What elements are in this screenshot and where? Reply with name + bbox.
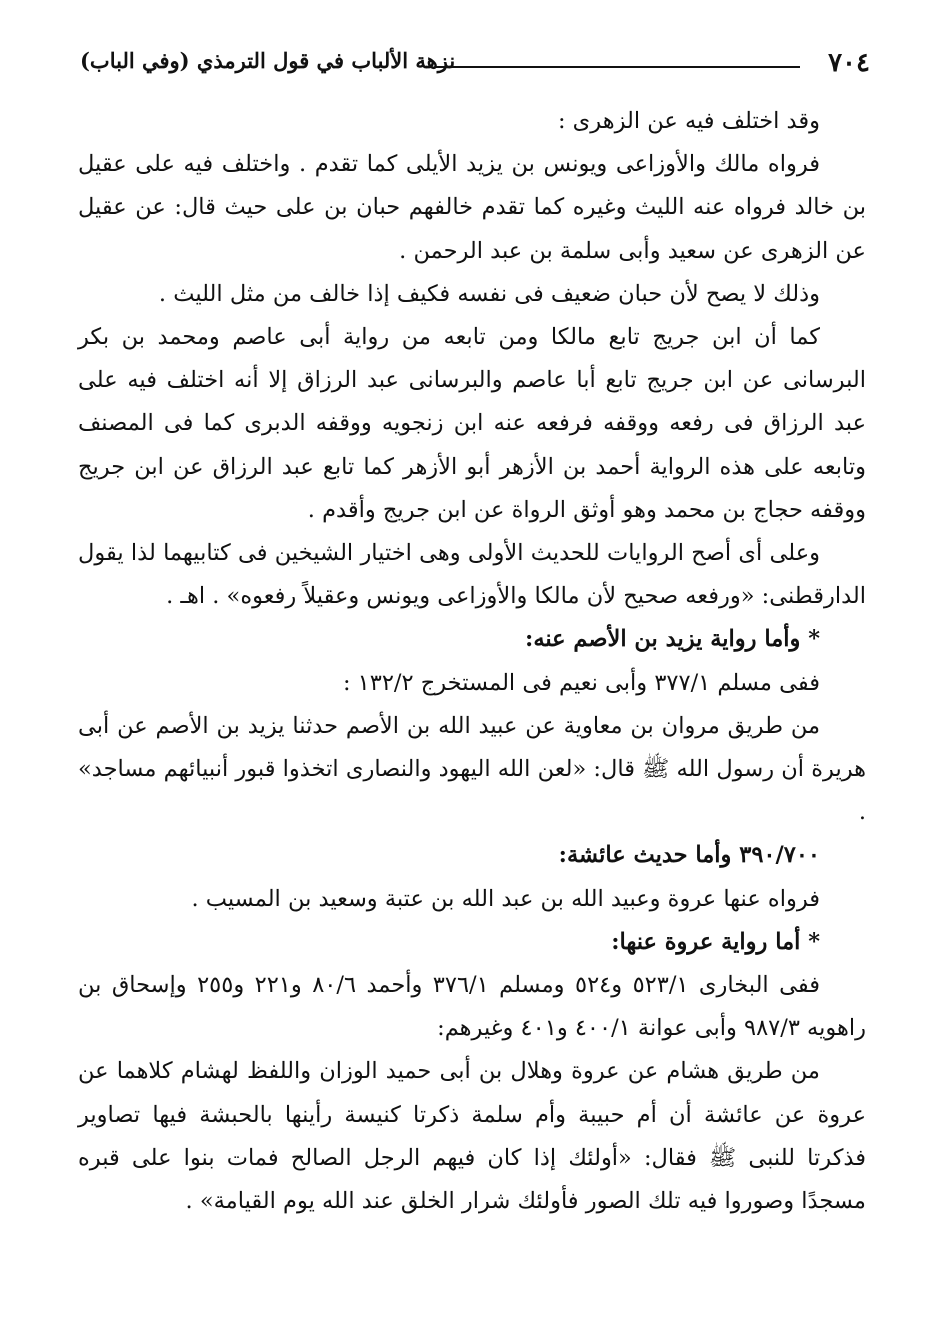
paragraph: فرواه مالك والأوزاعى ويونس بن يزيد الأيلى كما تقدم . واختلف فيه على عقيل بن خالد فرواه عنه الليث وغيره كما تقدم خالفهم حبان بن على حيث قال: عن عقيل عن الزهرى عن سعيد وأبى سلمة بن عبد الرحمن . — [78, 151, 866, 264]
paragraph: ففى البخارى ٥٢٣/١ و٥٢٤ ومسلم ٣٧٦/١ وأحمد ٨٠/٦ و٢٢١ و٢٥٥ وإسحاق بن راهويه ٩٨٧/٣ وأبى عوانة ٤٠٠/١ و٤٠١ وغيرهم: — [78, 972, 866, 1042]
header-rule — [435, 66, 800, 68]
paragraph: فرواه عنها عروة وعبيد الله بن عبد الله بن عتبة وسعيد بن المسيب . — [191, 885, 820, 912]
page-header — [80, 44, 870, 90]
section-heading: * أما رواية عروة عنها: — [611, 928, 820, 955]
section-heading: ٣٩٠/٧٠٠ وأما حديث عائشة: — [558, 842, 820, 869]
paragraph: من طريق هشام عن عروة وهلال بن أبى حميد الوزان واللفظ لهشام كلاهما عن عروة عن عائشة أن أم حبيبة وأم سلمة ذكرتا كنيسة رأينها بالحبشة فيها تصاوير فذكرتا للنبى ﷺ فقال: «أولئك إذا كان فيهم الرجل الصالح فمات بنوا على قبره مسجدًا وصوروا فيه تلك الصور فأولئك شرار الخلق عند الله يوم القيامة» . — [78, 1058, 866, 1215]
paragraph: ففى مسلم ٣٧٧/١ وأبى نعيم فى المستخرج ١٣٢/٢ : — [342, 669, 820, 696]
paragraph: وذلك لا يصح لأن حبان ضعيف فى نفسه فكيف إذا خالف من مثل الليث . — [158, 280, 820, 307]
paragraph: وعلى أى أصح الروايات للحديث الأولى وهى اختيار الشيخين فى كتابيهما لذا يقول الدارقطنى: «ورفعه صحيح لأن مالكا والأوزاعى ويونس وعقيلاً رفعوه» . اهـ . — [78, 540, 866, 610]
section-heading: * وأما رواية يزيد بن الأصم عنه: — [525, 626, 820, 653]
paragraph: وقد اختلف فيه عن الزهرى : — [557, 108, 820, 134]
page-number: ٧٠٤ — [828, 48, 870, 78]
page-body — [78, 100, 866, 1223]
running-title: نزهة الألباب في قول الترمذي (وفي الباب) — [80, 48, 456, 73]
paragraph: من طريق مروان بن معاوية عن عبيد الله بن الأصم حدثنا يزيد بن الأصم عن أبى هريرة أن رسول الله ﷺ قال: «لعن الله اليهود والنصارى اتخذوا قبور أنبيائهم مساجد» . — [78, 712, 866, 826]
paragraph: كما أن ابن جريج تابع مالكا ومن تابعه من رواية أبى عاصم ومحمد بن بكر البرسانى عن ابن جريج تابع أبا عاصم والبرسانى عبد الرزاق إلا أنه اختلف فيه على عبد الرزاق فى رفعه ووقفه فرفعه عنه ابن زنجويه ووقفه الدبرى كما فى المصنف وتابعه على هذه الرواية أحمد بن الأزهر أبو الأزهر كما تابع عبد الرزاق عن ابن جريج ووقفه حجاج بن محمد وهو أوثق الرواة عن ابن جريج وأقدم . — [78, 324, 866, 523]
